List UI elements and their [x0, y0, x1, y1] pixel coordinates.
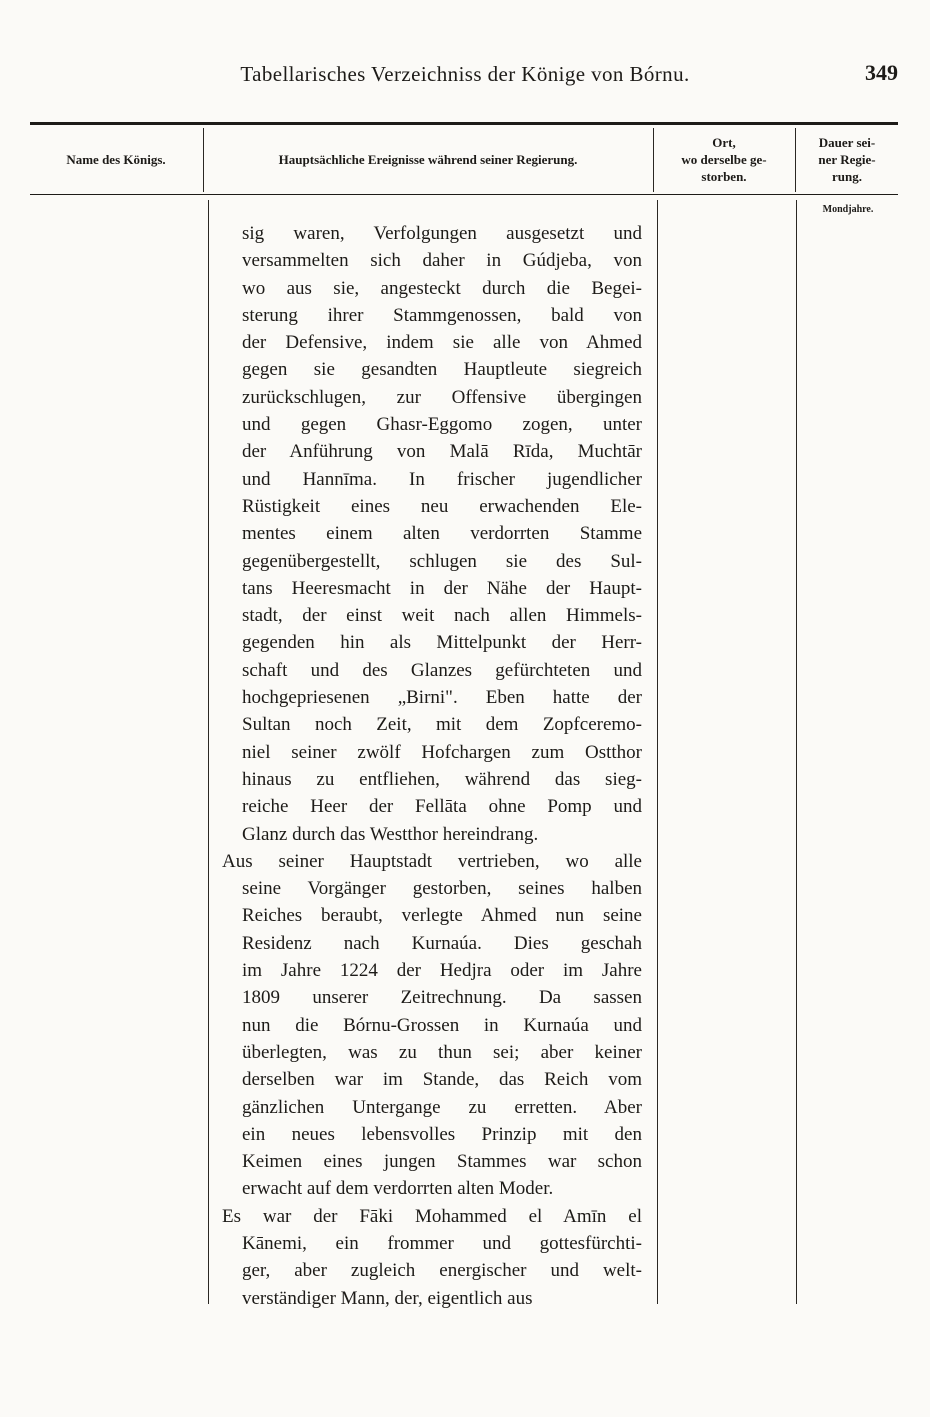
- text-line: gegen sie gesandten Hauptleute siegreich: [242, 359, 642, 381]
- text-line: Reiches beraubt, verlegte Ahmed nun seine: [242, 905, 642, 927]
- column-divider: [796, 200, 797, 1304]
- text-line: Keimen eines jungen Stammes war schon: [242, 1151, 642, 1173]
- unit-label: Mondjahre.: [822, 204, 874, 215]
- text-line: überlegten, was zu thun sei; aber keiner: [242, 1041, 642, 1063]
- column-header-place-line: wo derselbe ge-: [681, 151, 767, 167]
- text-line: gegenübergestellt, schlugen sie des Sul-: [242, 550, 642, 572]
- text-line: sterung ihrer Stammgenossen, bald von: [242, 304, 642, 326]
- column-divider: [203, 128, 204, 192]
- column-divider: [653, 128, 654, 192]
- text-line: und gegen Ghasr-Eggomo zogen, unter: [242, 414, 642, 436]
- text-line: derselben war im Stande, das Reich vom: [242, 1069, 642, 1091]
- text-line: Kānemi, ein frommer und gottesfürchti-: [242, 1232, 642, 1254]
- page-number: 349: [865, 60, 898, 85]
- column-header-duration-line: rung.: [832, 168, 862, 184]
- column-header-place: [654, 128, 794, 190]
- column-header-place-line: storben.: [701, 168, 747, 184]
- table-top-rule: [30, 122, 898, 125]
- events-text: [222, 220, 642, 1312]
- text-line: der Anführung von Malā Rīda, Muchtār: [242, 441, 642, 463]
- text-line: tans Heeresmacht in der Nähe der Haupt-: [242, 577, 642, 599]
- column-header-duration-line: ner Regie-: [818, 151, 876, 167]
- column-divider: [795, 128, 796, 192]
- text-line: schaft und des Glanzes gefürchteten und: [242, 659, 642, 681]
- text-line: mentes einem alten verdorrten Stamme: [242, 523, 642, 545]
- text-line: zurückschlugen, zur Offensive übergingen: [242, 386, 642, 408]
- text-line: stadt, der einst weit nach allen Himmels-: [242, 605, 642, 627]
- column-header-events: Hauptsächliche Ereignisse während seiner Regierung.: [278, 151, 578, 167]
- text-line: gegenden hin als Mittelpunkt der Herr-: [242, 632, 642, 654]
- text-line: Sultan noch Zeit, mit dem Zopfceremo-: [242, 714, 642, 736]
- text-line: der Defensive, indem sie alle von Ahmed: [242, 332, 642, 354]
- text-line: ger, aber zugleich energischer und welt-: [242, 1260, 642, 1282]
- column-divider: [657, 200, 658, 1304]
- text-line: Es war der Fāki Mohammed el Amīn el: [222, 1205, 642, 1227]
- text-line: niel seiner zwölf Hofchargen zum Ostthor: [242, 741, 642, 763]
- text-line: 1809 unserer Zeitrechnung. Da sassen: [242, 987, 642, 1009]
- text-line: nun die Bórnu-Grossen in Kurnaúa und: [242, 1014, 642, 1036]
- text-line: wo aus sie, angesteckt durch die Begei-: [242, 277, 642, 299]
- text-line: Aus seiner Hauptstadt vertrieben, wo alle: [222, 850, 642, 872]
- text-line: und Hannīma. In frischer jugendlicher: [242, 468, 642, 490]
- column-header-place-line: Ort,: [712, 134, 736, 150]
- text-line: reiche Heer der Fellāta ohne Pomp und: [242, 796, 642, 818]
- column-divider: [208, 200, 209, 1304]
- text-line: erwacht auf dem verdorrten alten Moder.: [242, 1178, 554, 1200]
- text-line: sig waren, Verfolgungen ausgesetzt und: [242, 223, 642, 244]
- table-header-rule: [30, 194, 898, 195]
- text-line: gänzlichen Untergange zu erretten. Aber: [242, 1096, 642, 1118]
- text-line: Residenz nach Kurnaúa. Dies geschah: [242, 932, 642, 954]
- text-line: Rüstigkeit eines neu erwachenden Ele-: [242, 495, 642, 517]
- column-header-duration-line: Dauer sei-: [818, 134, 876, 150]
- text-line: im Jahre 1224 der Hedjra oder im Jahre: [242, 960, 642, 982]
- column-header-name: Name des Königs.: [66, 151, 166, 167]
- text-line: verständiger Mann, der, eigentlich aus: [242, 1287, 533, 1309]
- text-line: seine Vorgänger gestorben, seines halben: [242, 878, 642, 900]
- text-line: hochgepriesenen „Birni". Eben hatte der: [242, 687, 642, 709]
- text-line: ein neues lebensvolles Prinzip mit den: [242, 1123, 642, 1145]
- column-header-duration: [796, 128, 898, 190]
- running-title: Tabellarisches Verzeichniss der Könige von Bórnu.: [240, 62, 690, 86]
- text-line: Glanz durch das Westthor hereindrang.: [242, 823, 539, 845]
- text-line: versammelten sich daher in Gúdjeba, von: [242, 250, 642, 272]
- text-line: hinaus zu entfliehen, während das sieg-: [242, 768, 642, 790]
